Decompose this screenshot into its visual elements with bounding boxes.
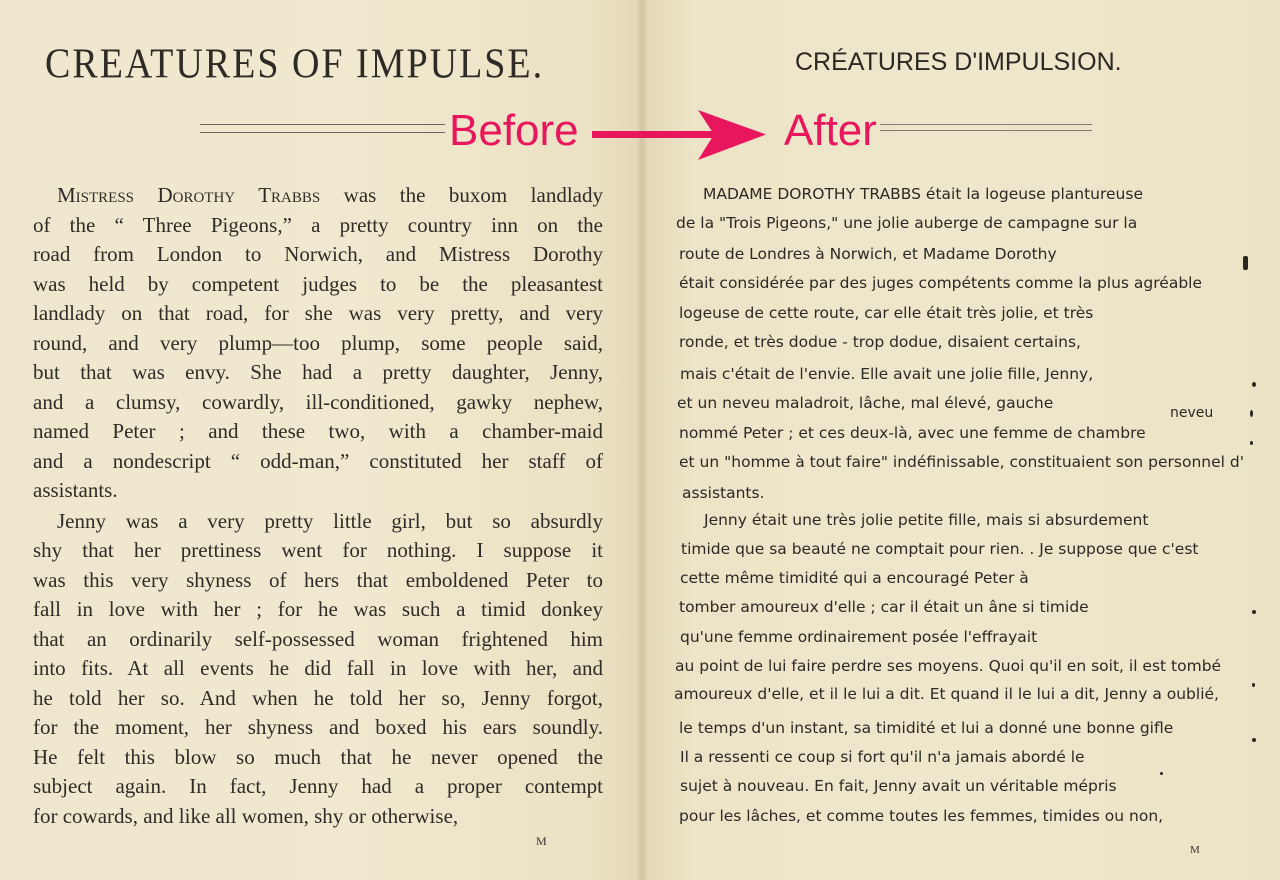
original-text-line: fall in love with her ; for he was such a timid donkey bbox=[33, 597, 603, 621]
original-body-text bbox=[33, 181, 603, 831]
ink-speck bbox=[1160, 772, 1163, 775]
translated-text-line: tomber amoureux d'elle ; car il était un âne si timide bbox=[679, 598, 1089, 616]
original-text-line: and a nondescript “ odd-man,” constituted her staff of bbox=[33, 448, 603, 473]
translated-text-line: MADAME DOROTHY TRABBS était la logeuse plantureuse bbox=[703, 185, 1143, 203]
original-lead-in: Mistress Dorothy Trabbs bbox=[57, 183, 321, 207]
original-text-line: Jenny was a very pretty little girl, but so absurdly bbox=[57, 508, 603, 533]
translated-text-line: mais c'était de l'envie. Elle avait une jolie fille, Jenny, bbox=[680, 365, 1094, 383]
ink-speck bbox=[1250, 441, 1253, 445]
original-text-line: named Peter ; and these two, with a chamber-maid bbox=[33, 419, 603, 443]
translated-text-line: sujet à nouveau. En fait, Jenny avait un véritable mépris bbox=[680, 777, 1117, 795]
original-text-line: Mistress Dorothy Trabbs was the buxom landlady bbox=[57, 183, 603, 207]
translated-text-line: au point de lui faire perdre ses moyens. Quoi qu'il en soit, il est tombé bbox=[675, 657, 1222, 675]
translated-text-line: cette même timidité qui a encouragé Peter à bbox=[680, 569, 1029, 587]
original-text-line: for the moment, her shyness and boxed his ears soundly. bbox=[33, 715, 603, 739]
translated-text-line: route de Londres à Norwich, et Madame Dorothy bbox=[679, 245, 1057, 263]
original-text-line: and a clumsy, cowardly, ill-conditioned, gawky nephew, bbox=[33, 389, 603, 414]
original-text-line: that an ordinarily self-possessed woman frightened him bbox=[33, 626, 603, 651]
translated-text-line: amoureux d'elle, et il le lui a dit. Et quand il le lui a dit, Jenny a oublié, bbox=[674, 685, 1219, 703]
original-text-line: for cowards, and like all women, shy or otherwise, bbox=[33, 803, 459, 828]
translated-signature-mark: M bbox=[1190, 844, 1200, 856]
original-title-rule bbox=[200, 124, 445, 133]
translated-text-line: de la "Trois Pigeons," une jolie auberge de campagne sur la bbox=[676, 214, 1138, 232]
ink-speck bbox=[1252, 382, 1256, 387]
original-title: CREATURES OF IMPULSE. bbox=[45, 40, 545, 88]
translated-text-line: ronde, et très dodue - trop dodue, disaient certains, bbox=[679, 333, 1081, 351]
original-text-line: was this very shyness of hers that emboldened Peter to bbox=[33, 567, 603, 592]
original-text-line: landlady on that road, for she was very pretty, and very bbox=[33, 301, 603, 325]
ink-speck bbox=[1243, 256, 1248, 270]
translated-text-line: le temps d'un instant, sa timidité et lui a donné une bonne gifle bbox=[679, 719, 1174, 737]
original-text-line: of the “ Three Pigeons,” a pretty country inn on the bbox=[33, 212, 603, 237]
original-text-line: subject again. In fact, Jenny had a proper contempt bbox=[33, 774, 603, 798]
ink-speck bbox=[1252, 610, 1256, 614]
stray-word: neveu bbox=[1170, 405, 1214, 421]
translated-text-line: et un "homme à tout faire" indéfinissable, constituaient son personnel d' bbox=[679, 453, 1244, 471]
before-label: Before bbox=[449, 106, 579, 155]
original-text-line: shy that her prettiness went for nothing. I suppose it bbox=[33, 538, 603, 562]
translated-text-line: était considérée par des juges compétents comme la plus agréable bbox=[679, 274, 1203, 292]
translated-text-line: logeuse de cette route, car elle était très jolie, et très bbox=[679, 304, 1094, 322]
original-text-line: assistants. bbox=[33, 478, 118, 502]
original-text-line: round, and very plump—too plump, some people said, bbox=[33, 330, 603, 355]
ink-speck bbox=[1252, 738, 1256, 742]
translated-text-line: qu'une femme ordinairement posée l'effrayait bbox=[680, 628, 1038, 646]
ink-speck bbox=[1252, 683, 1255, 687]
original-text-line: he told her so. And when he told her so, Jenny forgot, bbox=[33, 685, 603, 710]
ink-speck bbox=[1250, 410, 1253, 417]
after-label: After bbox=[784, 106, 877, 155]
translated-text-line: Jenny était une très jolie petite fille, mais si absurdement bbox=[704, 511, 1149, 529]
translated-text-line: nommé Peter ; et ces deux-là, avec une femme de chambre bbox=[679, 424, 1146, 442]
original-signature-mark: M bbox=[536, 834, 547, 848]
translated-text-line: timide que sa beauté ne comptait pour rien. . Je suppose que c'est bbox=[681, 540, 1199, 558]
original-text-line: into fits. At all events he did fall in love with her, and bbox=[33, 656, 603, 680]
translated-text-line: pour les lâches, et comme toutes les femmes, timides ou non, bbox=[679, 807, 1164, 825]
translated-text-line: et un neveu maladroit, lâche, mal élevé, gauche bbox=[677, 394, 1054, 412]
translated-text-line: assistants. bbox=[682, 484, 765, 502]
original-text-line: but that was envy. She had a pretty daughter, Jenny, bbox=[33, 360, 603, 384]
original-text-line: was held by competent judges to be the pleasantest bbox=[33, 271, 603, 296]
right-arrow-icon bbox=[590, 104, 770, 166]
translated-text-line: Il a ressenti ce coup si fort qu'il n'a jamais abordé le bbox=[680, 748, 1085, 766]
translated-title: CRÉATURES D'IMPULSION. bbox=[795, 48, 1122, 76]
original-text-line: road from London to Norwich, and Mistress Dorothy bbox=[33, 242, 603, 266]
translated-title-rule bbox=[880, 124, 1092, 131]
original-text-line: He felt this blow so much that he never opened the bbox=[33, 744, 603, 769]
